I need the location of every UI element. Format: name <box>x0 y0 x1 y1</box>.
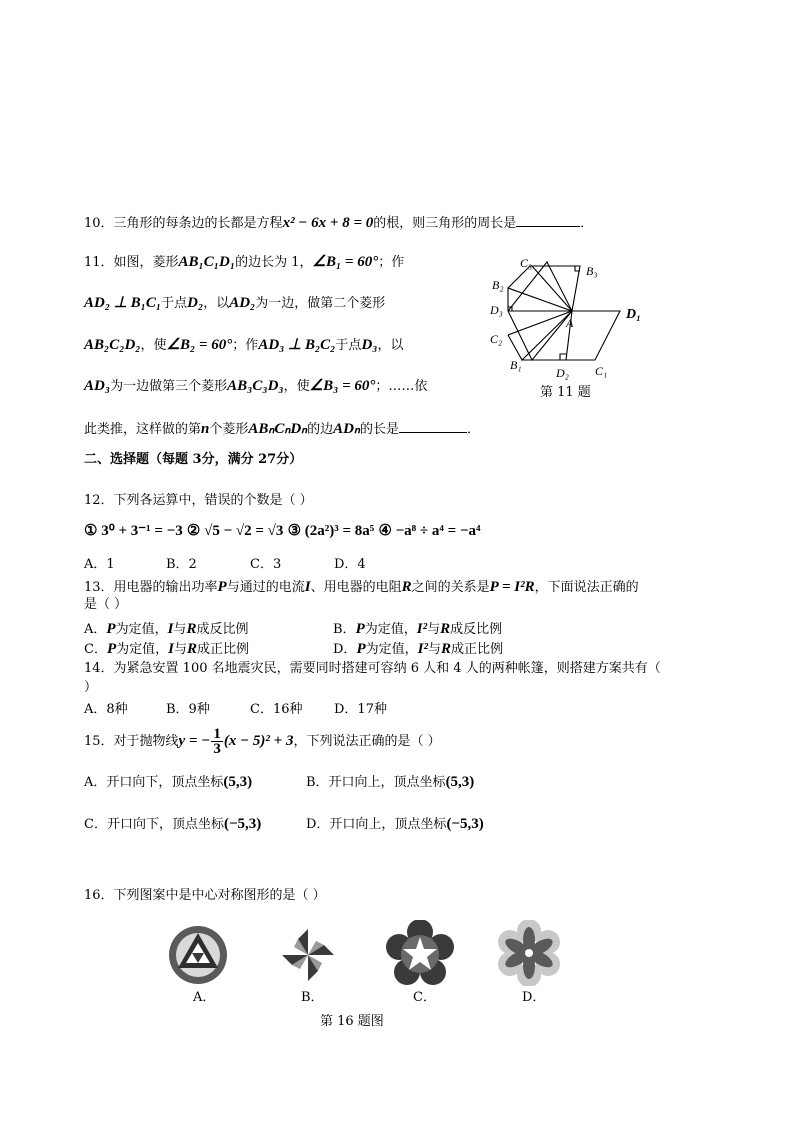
q11-l5h: ． <box>467 422 481 437</box>
q13-stem-2: 是（ ） <box>84 597 128 612</box>
q13-a6: 成反比例 <box>196 622 249 637</box>
q11-l3a: AB₂C₂D₂ <box>84 337 141 353</box>
q11-l2e: AD₂ <box>229 295 256 311</box>
q13-a4: 与 <box>173 622 187 637</box>
q15-sa: 15．对于抛物线 <box>84 734 179 749</box>
q11-l2c: D₂ <box>187 295 204 311</box>
q15-frac-den: 3 <box>213 741 221 757</box>
label-b3: B₃ <box>586 264 598 278</box>
q11-l5c: 个菱形 <box>209 422 249 437</box>
q12-items <box>84 522 481 541</box>
q11-l2b: 于点 <box>161 296 188 311</box>
q10-equation: x² − 6x + 8 = 0 <box>282 215 374 231</box>
q13-option-b[interactable] <box>333 620 502 639</box>
q16-label-d[interactable]: D． <box>522 990 546 1005</box>
q11-l3h: ，以 <box>377 338 404 353</box>
q13-d4: 与 <box>427 642 441 657</box>
pattern-c[interactable] <box>385 920 455 986</box>
q12-option-a[interactable]: A．1 <box>84 557 115 572</box>
q13-a2: 为定值， <box>115 622 168 637</box>
q11-rhombus-1: AB₁C₁D₁ <box>178 254 236 270</box>
q13-sg: 之间的关系是 <box>411 580 490 595</box>
segment-c2-b1 <box>508 335 522 360</box>
q11-line-4 <box>84 377 427 396</box>
q11-figure-caption: 第 11 题 <box>540 385 591 400</box>
label-c3: C₃ <box>520 256 533 270</box>
q16-caption: 第 16 题图 <box>320 1014 384 1029</box>
q15-sb: ，下列说法正确的是（ ） <box>293 734 441 749</box>
q11-figure <box>480 255 660 405</box>
q14-stem-2: ） <box>84 680 98 695</box>
q11-l3c: ∠B₂ = 60° <box>166 337 233 353</box>
q11-l4a: AD₃ <box>84 378 111 394</box>
q16-label-c[interactable]: C． <box>413 990 436 1005</box>
q10-line <box>84 212 593 233</box>
label-d3: D₃ <box>490 303 503 317</box>
q11-line-1 <box>84 253 404 272</box>
q12-item-4: ④ −a⁸ ÷ a⁴ = −a⁴ <box>378 523 481 539</box>
q13-se: 、用电器的电阻 <box>310 580 402 595</box>
q15-a0: A．开口向下，顶点坐标 <box>84 775 224 790</box>
q12-option-d[interactable]: D．4 <box>334 557 366 572</box>
q15-option-c[interactable] <box>84 815 261 834</box>
q10-text: 三角形的每条边的长都是方程 <box>113 216 283 231</box>
q15-option-b[interactable] <box>306 773 474 792</box>
q10-answer-blank[interactable] <box>516 212 580 227</box>
q13-c1: P <box>106 641 117 657</box>
q12-option-c[interactable]: C．3 <box>250 557 282 572</box>
q13-sc: 与通过的电流 <box>226 580 305 595</box>
q11-figure-lines <box>508 262 620 360</box>
q14-option-d[interactable]: D．17种 <box>334 702 387 717</box>
q11-l4b: 为一边做第三个菱形 <box>110 379 228 394</box>
q11-l3e: AD₃ ⊥ B₂C₂ <box>258 337 336 353</box>
label-b2: B₂ <box>492 278 504 292</box>
q14-option-b[interactable]: B．9种 <box>166 702 210 717</box>
q11-line-5 <box>84 418 480 439</box>
pattern-a[interactable] <box>166 925 230 985</box>
q13-option-d[interactable] <box>333 640 503 659</box>
q15-eq-lhs: y = − <box>178 733 211 749</box>
q11-line-3 <box>84 336 404 355</box>
q13-sa: 13．用电器的输出功率 <box>84 580 218 595</box>
label-c1: C₁ <box>595 364 608 378</box>
q13-sb: P <box>217 579 227 595</box>
q13-d1: P <box>356 641 366 657</box>
q13-b1: P <box>355 621 365 637</box>
q13-b2: 为定值， <box>364 622 417 637</box>
q13-d6: 成正比例 <box>451 642 504 657</box>
q10-end: ． <box>580 216 594 231</box>
q10-tail: 的根，则三角形的周长是 <box>373 216 517 231</box>
q11-l5a: 此类推，这样做的第 <box>84 422 202 437</box>
q11-answer-blank[interactable] <box>399 418 467 433</box>
q13-c6: 成正比例 <box>197 642 250 657</box>
q15-c0: C．开口向下，顶点坐标 <box>84 817 224 832</box>
q11-l3b: ，使 <box>140 338 167 353</box>
q11-l5f: ADₙ <box>333 421 360 437</box>
label-b1: B₁ <box>510 358 522 372</box>
q13-si: ，下面说法正确的 <box>534 580 639 595</box>
q11-l4d: ，使 <box>283 379 310 394</box>
q13-stem <box>84 578 639 597</box>
q13-sf: R <box>401 579 412 595</box>
q13-c4: 与 <box>173 642 187 657</box>
q14-option-c[interactable]: C．16种 <box>250 702 303 717</box>
rhombus-3-top <box>508 266 580 311</box>
q13-c3: I <box>168 641 174 657</box>
q16-stem: 16．下列图案中是中心对称图形的是（ ） <box>84 888 326 903</box>
q13-c0: C． <box>84 642 107 657</box>
q11-l5g: 的长是 <box>360 422 400 437</box>
q16-label-a[interactable]: A． <box>193 990 216 1005</box>
q13-b3: I² <box>416 621 428 637</box>
q15-b1: (5,3) <box>445 774 475 790</box>
q15-a1: (5,3) <box>223 774 253 790</box>
q11-l4f: ；……依 <box>375 379 428 394</box>
pattern-d[interactable] <box>494 920 564 986</box>
q15-c1: (−5,3) <box>223 816 262 832</box>
q11-l3d: ；作 <box>232 338 259 353</box>
q14-option-a[interactable]: A．8种 <box>84 702 128 717</box>
q13-c5: R <box>187 641 198 657</box>
q13-option-c[interactable] <box>84 640 249 659</box>
right-angle-d2 <box>560 354 566 360</box>
q12-item-3: ③ (2a²)³ = 8a⁵ <box>287 523 375 539</box>
q15-option-d[interactable] <box>306 815 484 834</box>
q11-l2a: AD₂ ⊥ B₁C₁ <box>84 295 162 311</box>
q15-option-a[interactable] <box>84 773 252 792</box>
q13-d2: 为定值， <box>365 642 418 657</box>
pattern-b[interactable] <box>276 925 340 985</box>
q13-a0: A． <box>84 622 107 637</box>
q12-stem: 12．下列各运算中，错误的个数是（ ） <box>84 493 313 508</box>
label-d2: D₂ <box>556 366 569 380</box>
q11-l3g: D₃ <box>361 337 378 353</box>
q15-frac-num: 1 <box>213 726 221 742</box>
q15-d1: (−5,3) <box>446 816 484 832</box>
q12-option-b[interactable]: B．2 <box>166 557 197 572</box>
q12-item-1: ① 3⁰ + 3⁻¹ = −3 <box>84 523 183 539</box>
q15-d0: D．开口向上，顶点坐标 <box>306 817 447 832</box>
label-c2: C₂ <box>490 332 503 346</box>
q13-b6: 成反比例 <box>450 622 503 637</box>
q16-label-b[interactable]: B． <box>301 990 324 1005</box>
label-a: A <box>566 316 574 330</box>
q13-d5: R <box>440 641 451 657</box>
q13-b5: R <box>440 621 451 637</box>
q13-d3: I² <box>417 641 428 657</box>
q11-l1e: ；作 <box>378 255 405 270</box>
q11-l5b: n <box>201 421 210 437</box>
q15-stem <box>84 726 441 762</box>
q13-c2: 为定值， <box>116 642 169 657</box>
q11-l5e: 的边 <box>307 422 334 437</box>
q13-a1: P <box>106 621 116 637</box>
q12-item-2: ② √5 − √2 = √3 <box>186 523 284 539</box>
q15-eq-rhs: (x − 5)² + 3 <box>223 733 294 749</box>
q13-sh: P = I²R <box>489 579 535 595</box>
q11-l1c: 的边长为 1， <box>235 255 313 270</box>
q13-a5: R <box>186 621 197 637</box>
label-d1: D₁ <box>626 307 641 322</box>
q11-line-2 <box>84 294 385 313</box>
q13-option-a[interactable] <box>84 620 248 639</box>
q13-a3: I <box>167 621 174 637</box>
q11-angle-b1: ∠B₁ = 60° <box>312 254 379 270</box>
q11-l1a: 11．如图，菱形 <box>84 255 179 270</box>
q13-sd: I <box>304 579 311 595</box>
section-2-heading: 二、选择题（每题 3分，满分 27分） <box>84 452 303 467</box>
q11-l3f: 于点 <box>335 338 362 353</box>
q15-b0: B．开口向上，顶点坐标 <box>306 775 446 790</box>
pattern-d-center <box>525 949 533 957</box>
q13-b0: B． <box>333 622 356 637</box>
q14-stem: 14．为紧急安置 100 名地震灾民，需要同时搭建可容纳 6 人和 4 人的两种帐篷，则搭建方案共有（ <box>84 661 661 676</box>
q11-l4c: AB₃C₃D₃ <box>227 378 284 394</box>
q11-l2f: 为一边，做第二个菱形 <box>255 296 386 311</box>
q11-l5d: ABₙCₙDₙ <box>248 421 308 437</box>
q10-number: 10． <box>84 216 114 231</box>
q11-l4e: ∠B₃ = 60° <box>309 378 376 394</box>
q15-fraction <box>211 727 223 756</box>
q11-l2d: ，以 <box>203 296 230 311</box>
q13-b4: 与 <box>427 622 441 637</box>
q13-d0: D． <box>333 642 357 657</box>
